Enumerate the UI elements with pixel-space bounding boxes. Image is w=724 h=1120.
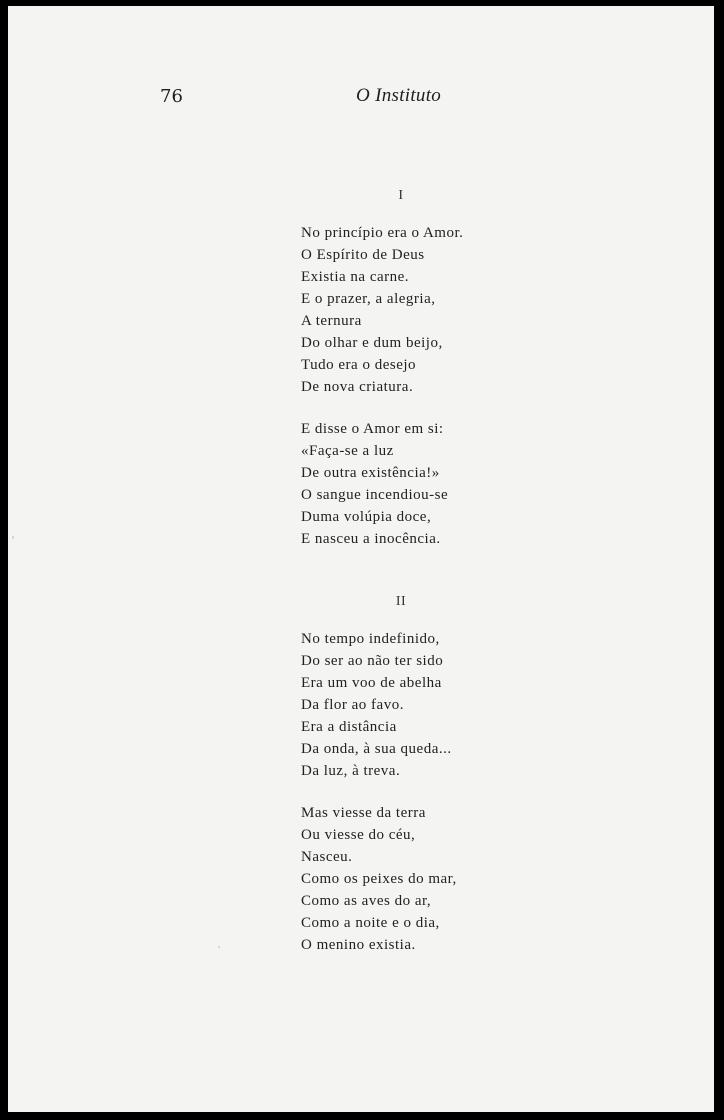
verse-line: De outra existência!» <box>301 465 440 481</box>
verse-line: Do olhar e dum beijo, <box>301 335 443 351</box>
section-heading: I <box>398 188 404 203</box>
verse-line: Como os peixes do mar, <box>301 871 457 887</box>
verse-line: O menino existia. <box>301 937 416 953</box>
verse-line: Da onda, à sua queda... <box>301 741 452 757</box>
verse-line: E o prazer, a alegria, <box>301 291 436 307</box>
verse-line: O sangue incendiou-se <box>301 487 449 503</box>
verse-line: Ou viesse do céu, <box>301 827 416 843</box>
verse-line: Como a noite e o dia, <box>301 915 440 931</box>
verse-line: Existia na carne. <box>301 269 410 285</box>
verse-line: Era a distância <box>301 719 397 735</box>
poem-section <box>301 592 561 956</box>
verse-line: E disse o Amor em si: <box>301 421 444 437</box>
verse-line: Era um voo de abelha <box>301 675 442 691</box>
verse-line: Tudo era o desejo <box>301 357 417 373</box>
running-title: O Instituto <box>356 85 442 106</box>
section-heading: II <box>395 594 407 609</box>
page-number: 76 <box>160 86 183 107</box>
poem <box>301 186 561 976</box>
stanza <box>301 802 561 956</box>
verse-line: Mas viesse da terra <box>301 805 426 821</box>
verse-line: «Faça-se a luz <box>301 443 394 459</box>
verse-line: Duma volúpia doce, <box>301 509 432 525</box>
stanza <box>301 222 561 398</box>
verse-line: De nova criatura. <box>301 379 414 395</box>
verse-line: O Espírito de Deus <box>301 247 425 263</box>
poem-section <box>301 186 561 550</box>
verse-line: Da flor ao favo. <box>301 697 404 713</box>
stanza <box>301 628 561 782</box>
verse-line: E nasceu a inocência. <box>301 531 441 547</box>
verse-line: No tempo indefinido, <box>301 631 440 647</box>
paper-speck <box>218 946 220 948</box>
verse-line: Como as aves do ar, <box>301 893 432 909</box>
book-page <box>8 6 714 1112</box>
verse-line: Nasceu. <box>301 849 353 865</box>
paper-speck <box>12 536 14 539</box>
stanza <box>301 418 561 550</box>
verse-line: A ternura <box>301 313 362 329</box>
verse-line: No princípio era o Amor. <box>301 225 464 241</box>
verse-line: Da luz, à treva. <box>301 763 401 779</box>
verse-line: Do ser ao não ter sido <box>301 653 444 669</box>
